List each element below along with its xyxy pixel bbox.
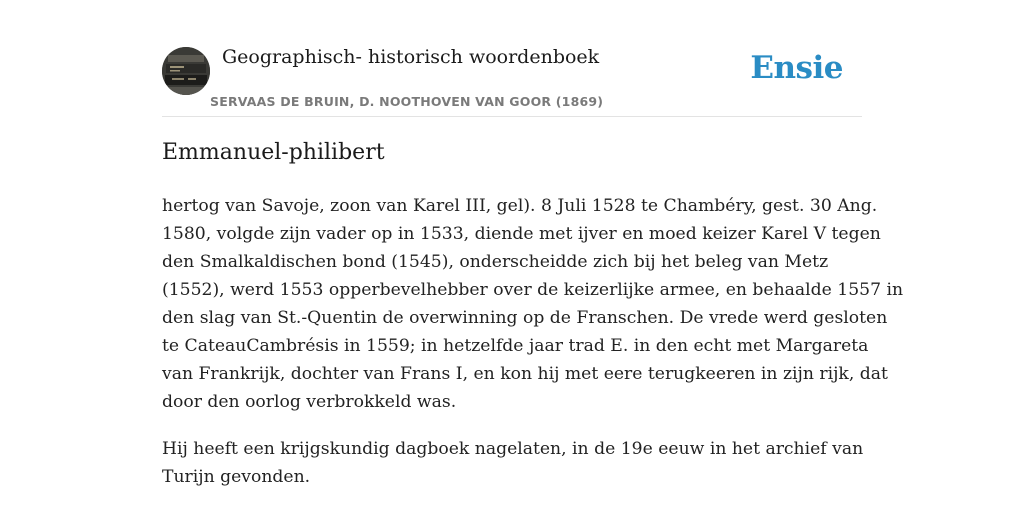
text-line: (1552), werd 1553 opperbevelhebber over de keizerlijke armee, en behaalde 1557 in (162, 280, 904, 300)
text-line: van Frankrijk, dochter van Frans I, en kon hij met eere terugkeeren in zijn rijk, dat (162, 364, 888, 384)
entry-title: Emmanuel-philibert (162, 140, 385, 165)
text-line: Turijn gevonden. (162, 467, 311, 487)
entry-body (162, 192, 904, 510)
text-line: te CateauCambrésis in 1559; in hetzelfde jaar trad E. in den echt met Margareta (162, 336, 869, 356)
entry-paragraph (162, 435, 867, 491)
book-cover-avatar[interactable] (162, 47, 210, 95)
entry-paragraph (162, 192, 904, 416)
text-line: den Smalkaldischen bond (1545), onderscheidde zich bij het beleg van Metz (162, 252, 829, 272)
book-cover-icon (162, 47, 210, 95)
book-authors: SERVAAS DE BRUIN, D. NOOTHOVEN VAN GOOR (1869) (210, 94, 604, 109)
text-line: den slag van St.-Quentin de overwinning op de Franschen. De vrede werd gesloten (162, 308, 888, 328)
header (162, 40, 862, 117)
text-line: Hij heeft een krijgskundig dagboek nagelaten, in de 19e eeuw in het archief van (162, 439, 864, 459)
book-title[interactable]: Geographisch- historisch woordenboek (222, 46, 600, 68)
ensie-logo-link[interactable]: Ensie (750, 50, 843, 86)
text-line: 1580, volgde zijn vader op in 1533, diende met ijver en moed keizer Karel V tegen (162, 224, 881, 244)
text-line: door den oorlog verbrokkeld was. (162, 392, 457, 412)
text-line: hertog van Savoje, zoon van Karel III, gel). 8 Juli 1528 te Chambéry, gest. 30 Ang. (162, 196, 878, 216)
